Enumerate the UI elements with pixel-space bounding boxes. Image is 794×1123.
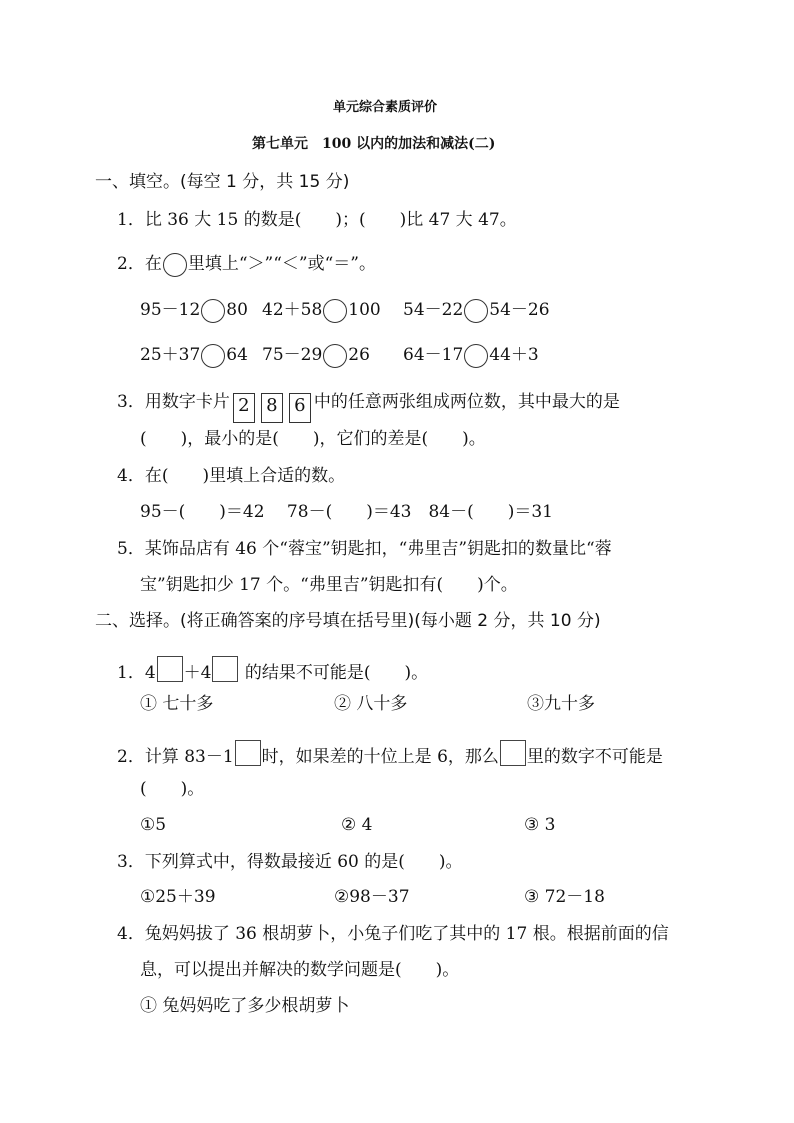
compare-right: 44＋3 [489,345,539,365]
question-1-3-line2: ( )，最小的是( )，它们的差是( )。 [140,429,486,449]
q2-part: 里的数字不可能是 [526,747,663,767]
compare-circle-icon [163,253,187,277]
option[interactable]: ③九十多 [527,694,595,714]
option[interactable]: ①5 [140,815,167,835]
page-subtitle: 第七单元 100 以内的加法和减法(二) [252,136,496,152]
option[interactable]: ② 八十多 [334,694,408,714]
compare-item [403,343,539,368]
option[interactable]: ③ 72－18 [524,887,605,907]
digit-card: 6 [289,393,311,423]
blank-box[interactable] [212,656,238,682]
question-2-3: 3．下列算式中，得数最接近 60 的是( )。 [117,852,463,872]
question-2-1 [117,656,428,685]
compare-left: 95－12 [140,300,201,320]
question-1-4: 4．在( )里填上合适的数。 [117,466,346,486]
compare-item [403,298,550,323]
option[interactable]: ② 4 [341,815,373,835]
answer-circle[interactable] [323,299,347,323]
question-2-4: 4．兔妈妈拔了 36 根胡萝卜，小兔子们吃了其中的 17 根。根据前面的信 [117,924,669,944]
digit-card: 2 [233,393,255,423]
answer-circle[interactable] [201,299,225,323]
compare-right: 100 [348,300,381,320]
compare-left: 54－22 [403,300,464,320]
compare-right: 80 [226,300,248,320]
section1-heading: 一、填空。(每空 1 分，共 15 分) [95,172,350,192]
question-1-3 [117,390,620,423]
q3-suffix: 中的任意两张组成两位数，其中最大的是 [313,392,620,412]
option[interactable]: ① 七十多 [140,694,214,714]
compare-left: 75－29 [262,345,323,365]
compare-item [262,343,370,368]
compare-item [262,298,381,323]
compare-item [140,343,248,368]
digit-card: 8 [261,393,283,423]
compare-left: 42＋58 [262,300,323,320]
section2-heading: 二、选择。(将正确答案的序号填在括号里)(每小题 2 分，共 10 分) [95,611,601,631]
q2-suffix: 里填上“＞”“＜”或“＝”。 [187,254,376,274]
q1-part: 1．4 [117,663,156,683]
blank-box[interactable] [500,740,526,766]
q2-prefix: 2．在 [117,254,162,274]
question-1-5-line2: 宝”钥匙扣少 17 个。“弗里吉”钥匙扣有( )个。 [140,575,518,595]
answer-circle[interactable] [464,299,488,323]
blank-box[interactable] [235,740,261,766]
q1-part: ＋4 [183,663,212,683]
compare-right: 64 [226,345,248,365]
question-1-4-line2: 95－( )＝42 78－( )＝43 84－( )＝31 [140,502,553,522]
question-2-2 [117,740,663,769]
compare-right: 26 [348,345,370,365]
question-1-5: 5．某饰品店有 46 个“蓉宝”钥匙扣，“弗里吉”钥匙扣的数量比“蓉 [117,539,612,559]
q2-part: 时，如果差的十位上是 6，那么 [261,747,499,767]
question-1-2 [117,252,376,277]
question-2-4-line2: 息，可以提出并解决的数学问题是( )。 [140,960,460,980]
compare-left: 25＋37 [140,345,201,365]
option[interactable]: ① 兔妈妈吃了多少根胡萝卜 [140,996,350,1016]
option[interactable]: ①25＋39 [140,887,216,907]
compare-right: 54－26 [489,300,550,320]
compare-left: 64－17 [403,345,464,365]
question-1-1: 1．比 36 大 15 的数是( )；( )比 47 大 47。 [117,210,517,230]
compare-item [140,298,248,323]
q1-part: 的结果不可能是( )。 [239,663,429,683]
question-2-2-line2: ( )。 [140,779,205,799]
blank-box[interactable] [157,656,183,682]
option[interactable]: ②98－37 [334,887,410,907]
q2-part: 2．计算 83－1 [117,747,234,767]
q3-prefix: 3．用数字卡片 [117,392,230,412]
option[interactable]: ③ 3 [524,815,556,835]
answer-circle[interactable] [464,344,488,368]
answer-circle[interactable] [323,344,347,368]
page-title: 单元综合素质评价 [333,100,438,115]
answer-circle[interactable] [201,344,225,368]
